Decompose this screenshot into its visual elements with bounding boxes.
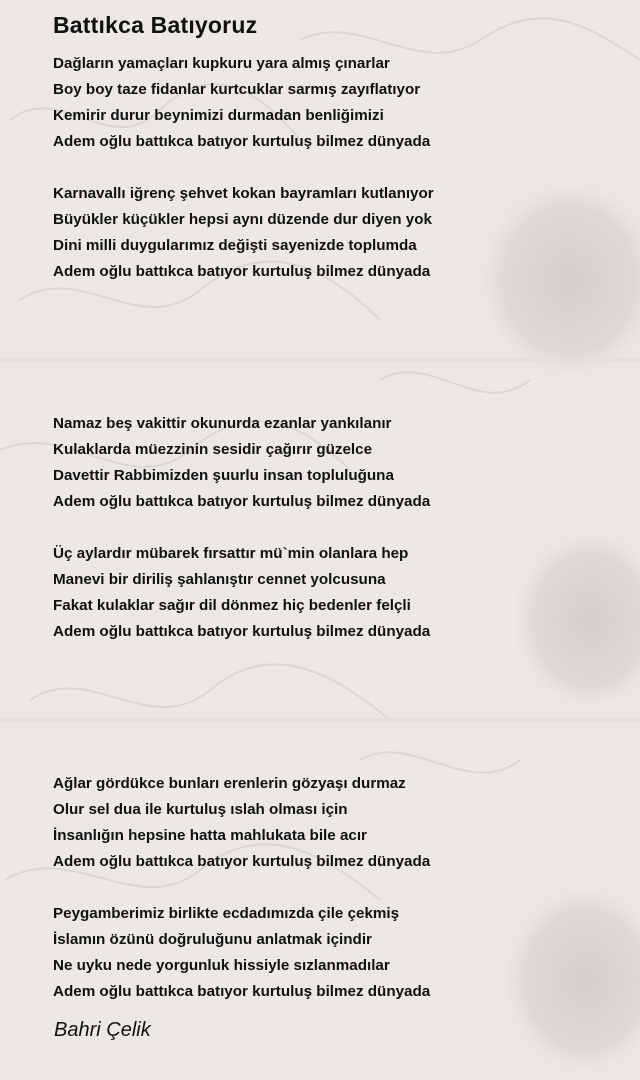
stanza-4	[53, 541, 430, 645]
poem-line: Adem oğlu battıkca batıyor kurtuluş bilmez dünyada	[53, 983, 431, 1000]
poem-line: Üç aylardır mübarek fırsattır mü`min olanlara hep	[53, 545, 409, 562]
stanza-1	[53, 51, 430, 155]
poem-line: Boy boy taze fidanlar kurtcuklar sarmış zayıflatıyor	[53, 81, 421, 98]
poem-line: Davettir Rabbimizden şuurlu insan topluluğuna	[53, 467, 394, 484]
poem-line: Adem oğlu battıkca batıyor kurtuluş bilmez dünyada	[53, 853, 431, 870]
poem-line: Olur sel dua ile kurtuluş ıslah olması için	[53, 801, 348, 818]
poem-line: Büyükler küçükler hepsi aynı düzende dur diyen yok	[53, 211, 432, 228]
poem-line: Manevi bir diriliş şahlanıştır cennet yolcusuna	[53, 571, 386, 588]
poem-line: Adem oğlu battıkca batıyor kurtuluş bilmez dünyada	[53, 263, 431, 280]
poem-line: Ağlar gördükce bunları erenlerin gözyaşı durmaz	[53, 775, 406, 792]
poem-line: Namaz beş vakittir okunurda ezanlar yankılanır	[53, 415, 392, 432]
poem-line: Kulaklarda müezzinin sesidir çağırır güzelce	[53, 441, 373, 458]
poem-line: Dini milli duygularımız değişti sayenizde toplumda	[53, 237, 417, 254]
poem-line: İslamın özünü doğruluğunu anlatmak içindir	[53, 931, 372, 948]
poem-line: Peygamberimiz birlikte ecdadımızda çile çekmiş	[53, 905, 400, 922]
stanza-3	[53, 411, 430, 515]
poem-line: Adem oğlu battıkca batıyor kurtuluş bilmez dünyada	[53, 493, 431, 510]
poem-line: Kemirir durur beynimizi durmadan benliğimizi	[53, 107, 384, 124]
stanza-6	[53, 901, 430, 1005]
poem-line: Karnavallı iğrenç şehvet kokan bayramları kutlanıyor	[53, 185, 434, 202]
poem-line: İnsanlığın hepsine hatta mahlukata bile acır	[53, 827, 367, 844]
poem-line: Dağların yamaçları kupkuru yara almış çınarlar	[53, 55, 390, 72]
poem-author: Bahri Çelik	[54, 1019, 151, 1041]
poem-line: Fakat kulaklar sağır dil dönmez hiç bedenler felçli	[53, 597, 411, 614]
poem-line: Adem oğlu battıkca batıyor kurtuluş bilmez dünyada	[53, 623, 431, 640]
poem-line: Ne uyku nede yorgunluk hissiyle sızlanmadılar	[53, 957, 390, 974]
poem-line: Adem oğlu battıkca batıyor kurtuluş bilmez dünyada	[53, 133, 431, 150]
stanza-5	[53, 771, 430, 875]
poem-title: Battıkca Batıyoruz	[53, 12, 258, 38]
stanza-2	[53, 181, 434, 285]
